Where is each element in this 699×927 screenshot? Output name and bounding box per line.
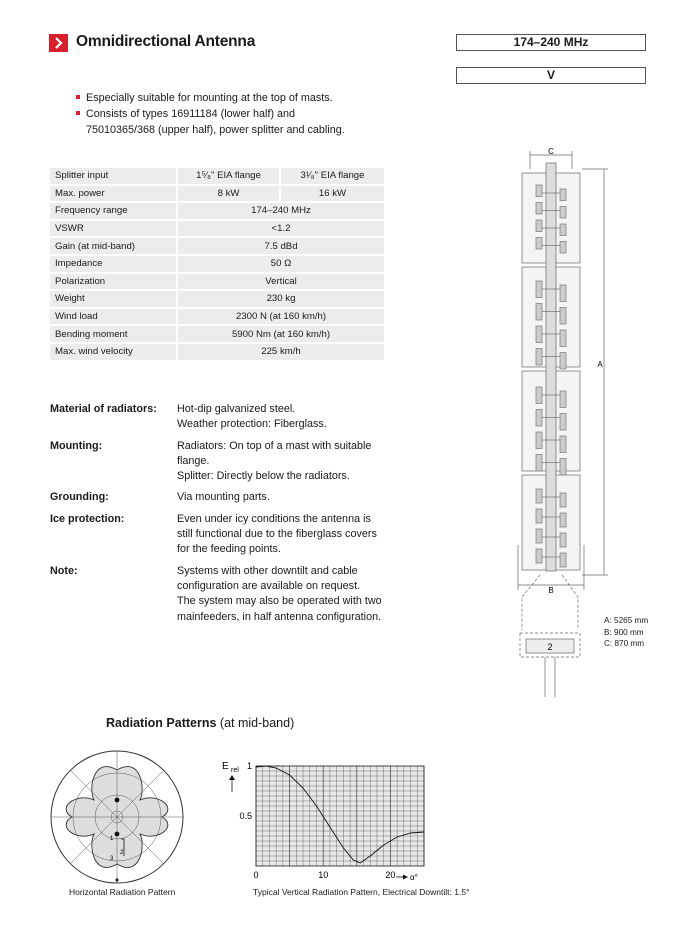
- dipole-element: [536, 203, 542, 215]
- x-axis-unit: α°: [410, 873, 418, 882]
- feature-list: [76, 90, 396, 138]
- spec-value: 230 kg: [178, 291, 384, 307]
- table-row: [50, 344, 384, 360]
- horizontal-caption: Horizontal Radiation Pattern: [69, 887, 176, 897]
- spec-value: 225 km/h: [178, 344, 384, 360]
- dipole-element: [560, 353, 566, 370]
- table-row: [50, 326, 384, 342]
- dim-b-label: B: [548, 586, 554, 595]
- vertical-caption: Typical Vertical Radiation Pattern, Electrical Downtilt: 1.5°: [253, 887, 470, 897]
- spec-value: 3¹⁄₈" EIA flange: [281, 168, 384, 184]
- spec-label: Gain (at mid-band): [50, 238, 178, 254]
- mark-3: 3: [110, 856, 114, 862]
- dipole-element: [560, 436, 566, 453]
- dipole-element: [560, 553, 566, 567]
- description-row: [50, 439, 400, 485]
- dipole-element: [560, 224, 566, 236]
- description-row: [50, 402, 400, 433]
- description-line: Weather protection: Fiberglass.: [177, 418, 327, 431]
- antenna-drawing: [500, 145, 620, 700]
- y-tick-label: 1: [246, 761, 252, 771]
- list-item-continuation: 75010365/368 (upper half), power splitter and cabling.: [86, 124, 345, 136]
- dim-a-label: A: [597, 360, 603, 369]
- description-section: [50, 402, 400, 631]
- table-row: [50, 256, 384, 272]
- dipole-element: [536, 387, 542, 404]
- spec-label: VSWR: [50, 221, 178, 237]
- spec-label: Weight: [50, 291, 178, 307]
- spec-value: 8 kW: [178, 186, 281, 202]
- page-title: Omnidirectional Antenna: [76, 33, 256, 50]
- table-row: [50, 186, 384, 202]
- spec-value: 2300 N (at 160 km/h): [178, 309, 384, 325]
- dim-c-label: C: [548, 147, 554, 156]
- vertical-pattern-chart: [218, 756, 438, 884]
- table-row: [50, 309, 384, 325]
- description-label: Mounting:: [50, 439, 103, 452]
- dimension-legend: [604, 615, 648, 650]
- table-row: [50, 168, 384, 184]
- dipole-element: [560, 391, 566, 408]
- dipole-element: [536, 304, 542, 321]
- polarization-box: V: [456, 67, 646, 84]
- dipole-element: [560, 414, 566, 431]
- dipole-element: [536, 549, 542, 563]
- mark-1: 1: [110, 836, 114, 842]
- y-tick-label: 0.5: [239, 811, 252, 821]
- description-line: flange.: [177, 454, 210, 467]
- spec-label: Max. power: [50, 186, 178, 202]
- section-marker-icon: [49, 34, 68, 52]
- dipole-element: [560, 493, 566, 507]
- y-axis-label: E: [222, 761, 229, 772]
- dim-c-value: C: 870 mm: [604, 639, 645, 648]
- dipole-element: [536, 432, 542, 449]
- dipole-element: [560, 533, 566, 547]
- dipole-element: [536, 238, 542, 250]
- description-line: still functional due to the fiberglass covers: [177, 528, 377, 541]
- spec-value: 5900 Nm (at 160 km/h): [178, 326, 384, 342]
- dipole-element: [560, 330, 566, 347]
- dipole-element: [536, 220, 542, 232]
- description-value: [177, 564, 392, 625]
- dim-a-value: A: 5265 mm: [604, 616, 649, 625]
- dipole-element: [536, 349, 542, 366]
- x-tick-label: 10: [318, 870, 329, 880]
- dipole-element: [536, 281, 542, 298]
- dim-b-value: B: 900 mm: [604, 627, 644, 637]
- spec-label: Max. wind velocity: [50, 344, 178, 360]
- description-value: [177, 402, 392, 433]
- description-line: Systems with other downtilt and cable: [177, 564, 358, 577]
- description-label: Ice protection:: [50, 512, 125, 525]
- description-line: Even under icy conditions the antenna is: [177, 512, 371, 525]
- mark-2: 2: [120, 850, 124, 856]
- spec-label: Splitter input: [50, 168, 178, 184]
- spec-value: <1.2: [178, 221, 384, 237]
- table-row: [50, 291, 384, 307]
- splitter-label: 2: [547, 642, 553, 652]
- description-label: Grounding:: [50, 491, 109, 504]
- x-arrow-icon: [403, 875, 408, 880]
- spec-value: 174–240 MHz: [178, 203, 384, 219]
- specs-table: [50, 166, 384, 362]
- description-line: configuration are available on request.: [177, 579, 361, 592]
- description-line: mainfeeders, in half antenna configuration.: [177, 610, 382, 623]
- description-value: [177, 490, 392, 505]
- dipole-element: [560, 189, 566, 201]
- dipole-element: [536, 489, 542, 503]
- dipole-element: [536, 455, 542, 472]
- list-item: Especially suitable for mounting at the top of masts.: [76, 90, 396, 106]
- dipole-element: [560, 207, 566, 219]
- spec-value: 50 Ω: [178, 256, 384, 272]
- dipole-element: [560, 459, 566, 476]
- description-label: Note:: [50, 564, 78, 577]
- dipole-element: [536, 185, 542, 197]
- x-tick-label: 20: [385, 870, 396, 880]
- description-line: Hot-dip galvanized steel.: [177, 403, 296, 415]
- dipole-element: [536, 326, 542, 343]
- description-line: Via mounting parts.: [177, 491, 270, 504]
- spec-label: Bending moment: [50, 326, 178, 342]
- spec-value: 7.5 dBd: [178, 238, 384, 254]
- description-line: Radiators: On top of a mast with suitable: [177, 439, 372, 452]
- table-row: [50, 203, 384, 219]
- dipole-element: [560, 285, 566, 302]
- dipole-element: [560, 513, 566, 527]
- description-line: The system may also be operated with two: [177, 595, 382, 608]
- spec-label: Impedance: [50, 256, 178, 272]
- horizontal-pattern: [48, 748, 186, 886]
- description-row: [50, 512, 400, 558]
- spec-label: Frequency range: [50, 203, 178, 219]
- description-row: [50, 490, 400, 505]
- x-tick-label: 0: [253, 870, 259, 880]
- description-value: [177, 512, 392, 558]
- spec-value: Vertical: [178, 274, 384, 290]
- description-row: [50, 564, 400, 625]
- radiation-title: Radiation Patterns (at mid-band): [106, 716, 295, 730]
- spec-label: Polarization: [50, 274, 178, 290]
- list-item: Consists of types 16911184 (lower half) and: [76, 106, 396, 122]
- table-row: [50, 238, 384, 254]
- frequency-band-box: 174–240 MHz: [456, 34, 646, 51]
- dipole-element: [536, 529, 542, 543]
- y-axis-label-sub: rel: [231, 767, 239, 774]
- spec-value: 16 kW: [281, 186, 384, 202]
- description-label: Material of radiators:: [50, 403, 157, 415]
- dipole-element: [536, 509, 542, 523]
- description-line: Splitter: Directly below the radiators.: [177, 470, 350, 483]
- dipole-element: [560, 242, 566, 254]
- spec-value: 1⁵⁄₈" EIA flange: [178, 168, 281, 184]
- table-row: [50, 221, 384, 237]
- dipole-element: [560, 308, 566, 325]
- y-arrow-icon: [229, 775, 235, 780]
- dipole-element: [536, 410, 542, 427]
- description-value: [177, 439, 392, 485]
- spec-label: Wind load: [50, 309, 178, 325]
- description-line: for the feeding points.: [177, 543, 281, 556]
- table-row: [50, 274, 384, 290]
